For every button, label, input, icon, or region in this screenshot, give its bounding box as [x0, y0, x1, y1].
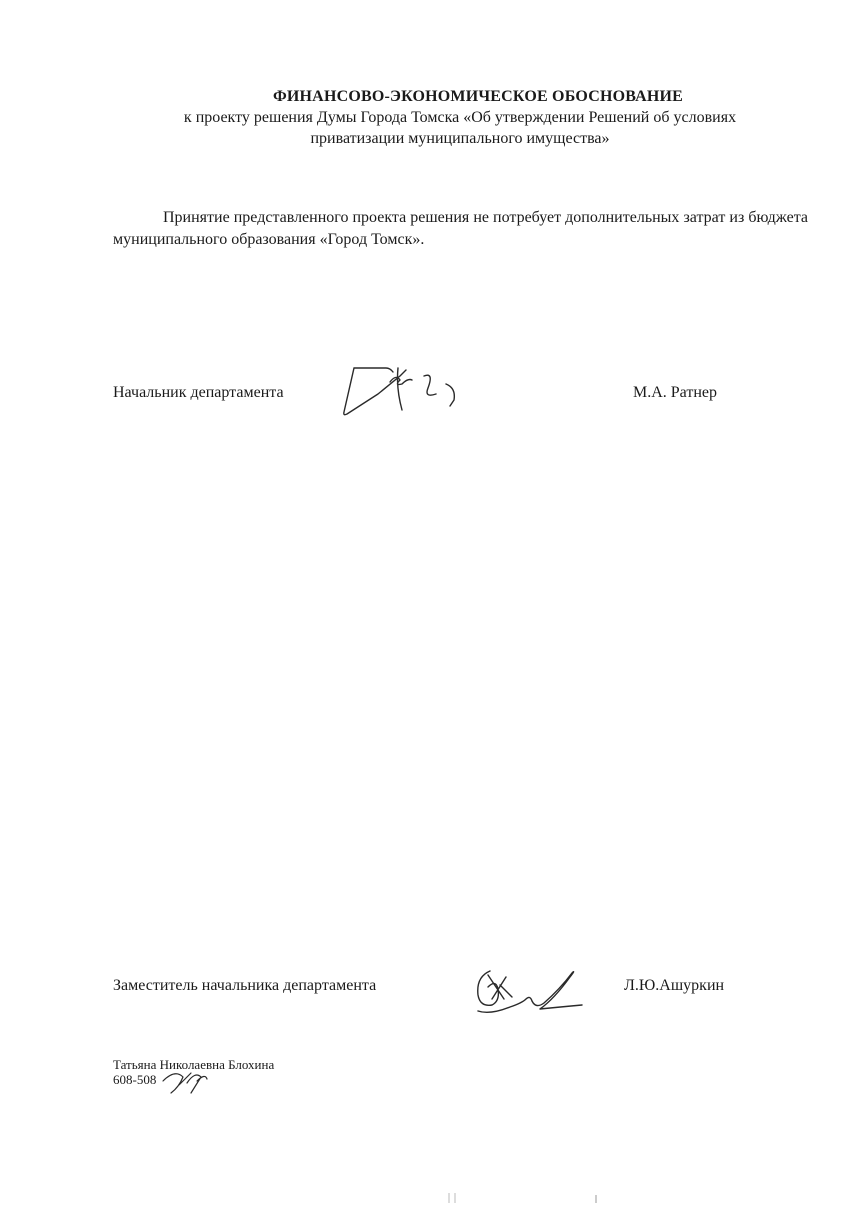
subtitle-line-1: к проекту решения Думы Города Томска «Об утверждении Решений об условиях: [183, 109, 737, 126]
executor-info: [113, 1057, 274, 1087]
document-body: Принятие представленного проекта решения не потребует дополнительных затрат из бюджета муниципального образования «Город Томск».: [113, 209, 808, 248]
executor-phone: 608-508: [113, 1072, 157, 1087]
subtitle-line-2: приватизации муниципального имущества»: [310, 130, 610, 147]
scan-marks: [0, 1190, 851, 1203]
document-title: ФИНАНСОВО-ЭКОНОМИЧЕСКОЕ ОБОСНОВАНИЕ: [272, 88, 684, 105]
handwritten-signature-icon: [338, 354, 468, 424]
signatory-role: Заместитель начальника департамента: [113, 977, 377, 994]
signatory-name: Л.Ю.Ашуркин: [624, 977, 725, 994]
signatory-role: Начальник департамента: [113, 384, 284, 401]
signatory-name: М.А. Ратнер: [633, 384, 718, 401]
document-subtitle: [150, 107, 770, 149]
executor-name: Татьяна Николаевна Блохина: [113, 1057, 275, 1072]
handwritten-signature-icon: [470, 965, 590, 1025]
initials-signature-icon: [161, 1063, 211, 1099]
